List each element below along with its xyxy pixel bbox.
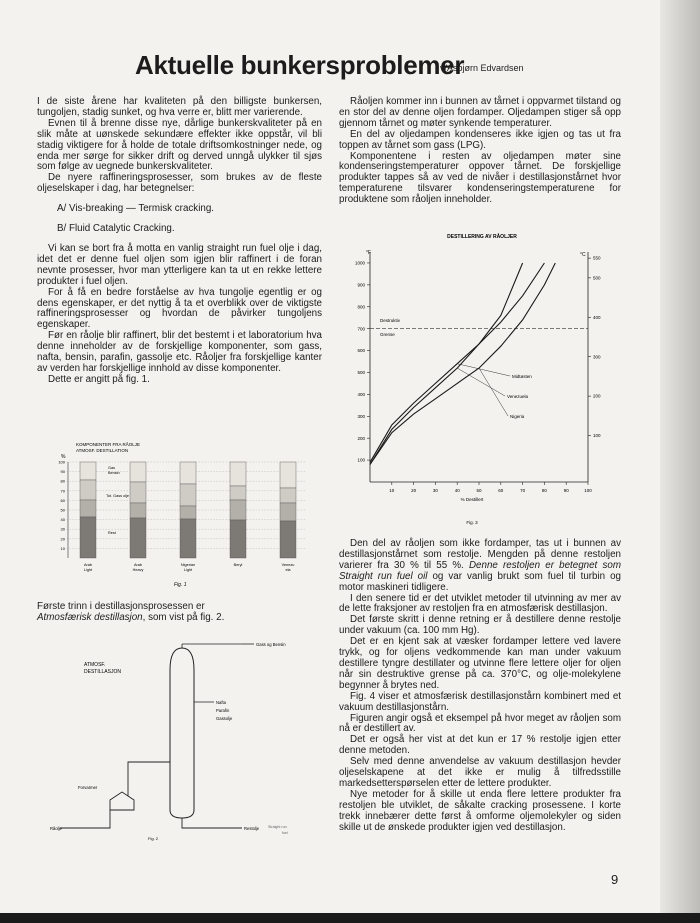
fig1-bar-label: Arab: [133, 563, 143, 567]
paragraph: Det første skritt i denne retning er å destillere denne restolje under vakuum (ca. 100 mm Hg).: [339, 614, 621, 637]
grense-label: Grense: [380, 332, 395, 337]
x-tick-label: 40: [454, 488, 460, 493]
paragraph: Før en råolje blir raffinert, blir det bestemt i et laboratorium hva denne inneholder av de forskjellige komponenter, som gass, nafta, bensin, parafin, gassolje etc. Råoljer fra forskjellige kanter av verden har forskjellige innhold av disse komponenter.: [37, 330, 322, 374]
fig1-bar: [180, 462, 196, 572]
fig1-bar-label: Beryl: [233, 563, 243, 567]
article-byline: v/Asbjørn Edvardsen: [440, 63, 524, 73]
right-column-text-top: [339, 97, 621, 206]
fig1-bar-label-2: ela: [285, 568, 291, 572]
distillation-tower: [170, 648, 194, 818]
x-tick-label: 70: [520, 488, 526, 493]
y-tick-label-c: 500: [593, 275, 601, 281]
y-tick-label-f: 100: [357, 457, 365, 463]
fig1-bar-label: Arab: [83, 563, 93, 567]
y-tick-label-c: 100: [593, 433, 601, 439]
series-label: Nigeria: [510, 414, 525, 419]
paragraph: Fig. 4 viser et atmosfærisk destillasjonstårn kombinert med et vakuum destillasjonstårn.: [339, 690, 621, 713]
y-tick-label-f: 400: [357, 391, 365, 397]
paragraph: Første trinn i destillasjonsprosessen er: [37, 601, 205, 612]
paragraph: Komponentene i resten av oljedampen møter sine kondenseringstemperaturer oppover tårnet. De forskjellige produkter tappes så av ved de nivåer i destillasjonstårnet hvor temperaturene tilsvarer kondenseringstemperaturene for produktene som råoljen inneholder.: [339, 150, 621, 206]
fig1-bar: [230, 462, 246, 567]
x-tick-label: 80: [541, 488, 547, 493]
page-number: 9: [611, 872, 619, 887]
fig1-bar-label-2: Light: [183, 568, 193, 572]
paragraph: Figuren angir også et eksempel på hvor meget av råoljen som nå er destillert av.: [339, 712, 621, 735]
fig1-seg-tot: Tot. Gass olje: [106, 494, 130, 498]
fig2-caption: Fig. 2: [148, 836, 159, 841]
fig1-bar-label-2: Light: [83, 568, 93, 572]
right-column-text-bottom: [339, 539, 621, 833]
fig1-ylabel: %: [61, 454, 66, 460]
fig1-bar: [80, 462, 96, 572]
fig1-seg-bensin: Bensin: [108, 471, 120, 475]
fig1-bar-label: Venezu: [281, 563, 295, 567]
y-tick-label-f: 600: [357, 348, 365, 354]
fig1-subheading: ATMOSF. DESTILLATION: [76, 448, 129, 453]
x-tick-label: 20: [411, 488, 417, 493]
chart-ylabel-right: °C: [580, 252, 586, 258]
fig1-bars: [80, 462, 296, 572]
paragraph: En del av oljedampen kondenseres ikke igjen og tas ut fra toppen av tårnet som gass (LPG).: [339, 128, 621, 151]
fig1-ytick: 30: [60, 526, 65, 532]
fig1-ytick: 10: [60, 545, 65, 551]
paragraph: Dette er angitt på fig. 1.: [48, 373, 150, 385]
chart-axes: [355, 252, 601, 493]
furnace-shape: [110, 792, 134, 810]
figure-3-distillation-curves: [332, 226, 632, 528]
paragraph: [339, 539, 621, 594]
y-tick-label-f: 800: [357, 304, 365, 310]
paragraph: Evnen til å brenne disse nye, dårlige bunkerskvaliteter på en slik måte at uønskede sekundære effekter ikke oppstår, vil bli stadig viktigere for å holde de totale driftsomkostninger nede, og enda mer sørge for sikker drift og derved unngå ulykker til sjøs som følge av uegnede bunkerskvaliteter.: [37, 117, 322, 173]
fig1-bar: [130, 462, 146, 572]
left-column-text: [37, 97, 322, 386]
paragraph-head: Den del av råoljen som ikke fordamper, tas ut i bunnen av destillasjonstårnet som restolje. Mengden på denne restoljen varierer fra 30 % til 55 %.: [339, 538, 621, 571]
chart-xlabel: % Destillert: [460, 497, 484, 502]
chart-ylabel-left: °F: [366, 250, 372, 256]
fig1-ytick: 40: [60, 517, 65, 523]
fig1-bar-label-2: Heavy: [132, 568, 144, 572]
fig1-seg-rest: Rest: [108, 531, 116, 535]
x-tick-label: 100: [584, 488, 592, 493]
fig2-gas-label: Gass og Bensin: [256, 642, 286, 647]
series-line: [370, 263, 555, 465]
fig1-ytick: 90: [60, 469, 65, 475]
fig2-forvarmer-label: Forvarmer: [78, 785, 98, 790]
paragraph: Selv med denne anvendelse av vakuum destillasjon hevder oljeselskapene at det ikke er mulig å tilfredsstille markedsetterspørselen etter de lettere produkter.: [339, 756, 621, 789]
fig1-ytick: 50: [60, 507, 65, 513]
y-tick-label-f: 300: [357, 413, 365, 419]
paragraph: Nye metoder for å skille ut enda flere lettere produkter fra restoljen ble utviklet, de såkalte cracking prosessene. I korte trekk innebærer dette først å omforme oljemolekyler og siden skille ut de ønskede produkter igjen ved destillasjon.: [339, 788, 621, 833]
fig1-bar: [280, 462, 296, 572]
fig2-parafin-label: Parafin: [216, 708, 230, 713]
emphasis: Denne restoljen er betegnet som Straight run fuel oil: [339, 559, 621, 582]
fig1-seg-gas: Gas: [108, 466, 115, 470]
chart-title: DESTILLERING AV RÅOLJER: [447, 234, 517, 240]
fig2-title-2: DESTILLASJON: [84, 669, 121, 675]
fig1-ytick: 80: [60, 478, 65, 484]
paragraph: Det er en kjent sak at væsker fordamper lettere ved lavere trykk, og for oljens vedkommende kan man under vakuum destillere tyngre destillater og utvinne flere lettere oljer for oljen når sin destruktive grense på ca. 370°C, og olje-molekylene begynner å brytes ned.: [339, 636, 621, 691]
figure-1-components-chart: [44, 436, 312, 596]
fig2-nafta-label: Nafta: [216, 700, 227, 705]
figure-2-distillation-diagram: [44, 640, 312, 850]
y-tick-label-f: 500: [357, 370, 365, 376]
x-tick-label: 50: [476, 488, 482, 493]
paragraph: [37, 613, 322, 624]
fig1-heading: KOMPONENTER FRA RÅOLJE: [76, 442, 141, 447]
y-tick-label-c: 300: [593, 354, 601, 360]
y-tick-label-f: 200: [357, 435, 365, 441]
left-column-fig2-intro: [37, 602, 322, 624]
emphasis: Atmosfærisk destillasjon: [37, 611, 143, 623]
article-title: Aktuelle bunkersproblemer: [135, 50, 465, 80]
fig1-ytick: 100: [58, 459, 65, 465]
paragraph-tail: og var vanlig brukt som fuel til turbin og motor maskineri tidligere.: [339, 570, 622, 593]
y-tick-label-f: 700: [357, 326, 365, 332]
fig2-straight-label: Straight run: [268, 825, 287, 829]
fig1-bar-label: Nigerian: [180, 563, 196, 567]
fig1-ytick: 70: [60, 488, 65, 494]
paragraph: De nyere raffineringsprosesser, som brukes av de fleste oljeselskaper i dag, har betegnelser:: [37, 172, 322, 195]
x-tick-label: 10: [389, 488, 395, 493]
series-label: Midtøsten: [512, 374, 532, 379]
paragraph: For å få en bedre forståelse av hva tungolje egentlig er og dens egenskaper, er det nyttig å ta et overblikk over de viktigste raffineringsprosesser og hvordan de påvirker tungoljens egenskaper.: [37, 286, 322, 331]
page-edge-shadow: [660, 0, 700, 923]
chart-caption: Fig. 3: [466, 520, 478, 525]
paragraph-tail: , som vist på fig. 2.: [142, 611, 225, 623]
list-item: A/ Vis-breaking — Termisk cracking.: [57, 203, 214, 215]
fig2-title: ATMOSF.: [84, 662, 106, 668]
paragraph: Vi kan se bort fra å motta en vanlig straight run fuel olje i dag, idet det er denne fuel oljen som igjen blir raffinert i de foran nevnte prosesser, hvor man ytterligere kan ta ut en rekke lettere produkter i fuel oljen.: [37, 242, 322, 287]
fig2-fuel-label: fuel: [282, 831, 288, 835]
y-tick-label-f: 900: [357, 282, 365, 288]
paragraph: I de siste årene har kvaliteten på den billigste bunkersen, tungoljen, stadig sunket, og hva verre er, blitt mer varierende.: [37, 96, 322, 118]
y-tick-label-c: 550: [593, 255, 601, 261]
y-tick-label-c: 400: [593, 314, 601, 320]
fig2-raolje-label: Råolje: [50, 826, 62, 831]
paragraph: Råoljen kommer inn i bunnen av tårnet i oppvarmet tilstand og en stor del av denne oljen fordamper. Oljedampen stiger så opp gjennom tårnet og møter synkende temperaturer.: [339, 96, 621, 129]
series-line: [370, 263, 523, 465]
list-item: B/ Fluid Catalytic Cracking.: [57, 223, 175, 235]
fig1-ytick: 60: [60, 497, 65, 503]
fig2-gassolje-label: Gassolje: [216, 716, 233, 721]
chart-series: [370, 263, 555, 465]
destruktiv-label: Destruktiv: [380, 318, 401, 323]
paragraph: I den senere tid er det utviklet metoder til utvinning av mer av de lette fraksjoner av restoljen fra en atmosfærisk destillasjon.: [339, 592, 621, 615]
fig2-restolje-label: Restolje: [244, 826, 260, 831]
y-tick-label-f: 1000: [354, 260, 365, 266]
series-label: Venezuela: [507, 394, 529, 399]
x-tick-label: 90: [563, 488, 569, 493]
x-tick-label: 60: [498, 488, 504, 493]
fig1-ytick: 20: [60, 536, 65, 542]
x-tick-label: 30: [432, 488, 438, 493]
y-tick-label-c: 200: [593, 393, 601, 399]
fig1-caption: Fig. 1: [174, 582, 187, 588]
bottom-border: [0, 913, 700, 923]
series-line: [370, 263, 544, 462]
paragraph: Det er også her vist at det kun er 17 % restolje igjen etter denne metoden.: [339, 734, 621, 757]
